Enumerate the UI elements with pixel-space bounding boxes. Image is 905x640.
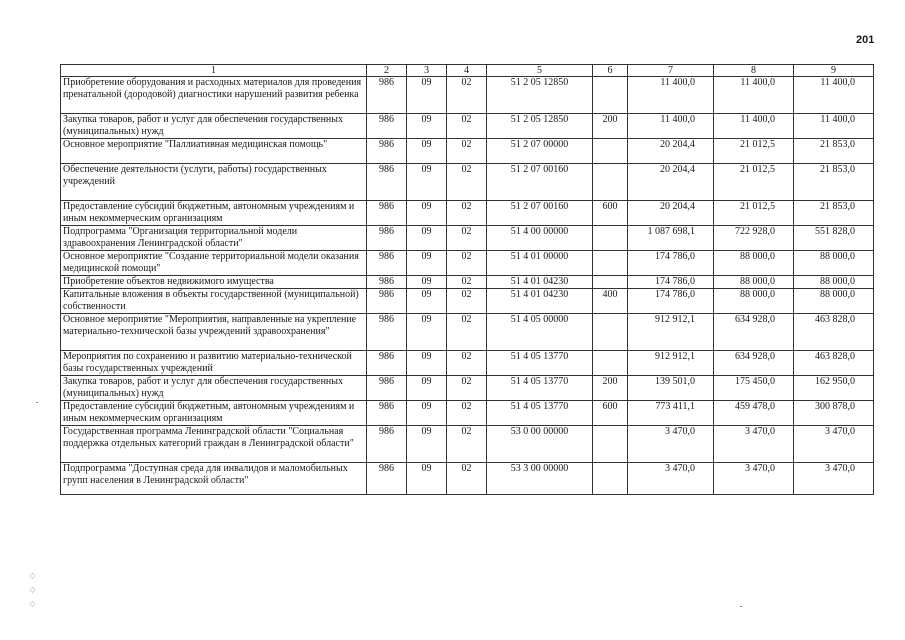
row-value-cell: 11 400,0 xyxy=(794,114,874,139)
table-row xyxy=(61,77,874,114)
row-value-cell: 02 xyxy=(447,351,487,376)
row-name-cell: Государственная программа Ленинградской области "Социальная поддержка отдельных категорий граждан в Ленинградской области" xyxy=(61,426,367,463)
row-name-cell: Основное мероприятие "Создание территориальной модели оказания медицинской помощи" xyxy=(61,251,367,276)
row-value-cell: 634 928,0 xyxy=(714,351,794,376)
row-value-cell xyxy=(593,426,628,463)
table-row xyxy=(61,251,874,276)
row-value-cell: 51 4 05 13770 xyxy=(487,351,593,376)
row-value-cell: 11 400,0 xyxy=(628,77,714,114)
row-value-cell: 300 878,0 xyxy=(794,401,874,426)
row-value-cell xyxy=(593,251,628,276)
row-value-cell: 459 478,0 xyxy=(714,401,794,426)
header-cell: 2 xyxy=(367,65,407,77)
row-value-cell: 09 xyxy=(407,201,447,226)
scan-speck xyxy=(740,606,742,607)
row-value-cell: 20 204,4 xyxy=(628,164,714,201)
row-value-cell: 3 470,0 xyxy=(714,463,794,495)
row-value-cell: 88 000,0 xyxy=(714,276,794,289)
row-value-cell: 3 470,0 xyxy=(628,426,714,463)
header-cell: 1 xyxy=(61,65,367,77)
header-cell: 5 xyxy=(487,65,593,77)
row-value-cell: 88 000,0 xyxy=(794,251,874,276)
row-value-cell: 51 4 01 04230 xyxy=(487,289,593,314)
row-value-cell: 09 xyxy=(407,351,447,376)
row-value-cell: 174 786,0 xyxy=(628,276,714,289)
table-row xyxy=(61,376,874,401)
row-value-cell: 09 xyxy=(407,426,447,463)
row-value-cell: 09 xyxy=(407,139,447,164)
scan-margin-mark: ◌ xyxy=(30,571,35,580)
row-value-cell: 51 2 07 00160 xyxy=(487,164,593,201)
row-value-cell: 600 xyxy=(593,401,628,426)
row-value-cell: 02 xyxy=(447,376,487,401)
row-value-cell: 21 012,5 xyxy=(714,164,794,201)
row-value-cell: 02 xyxy=(447,426,487,463)
row-value-cell: 986 xyxy=(367,77,407,114)
row-value-cell: 773 411,1 xyxy=(628,401,714,426)
row-value-cell: 09 xyxy=(407,226,447,251)
row-value-cell: 175 450,0 xyxy=(714,376,794,401)
header-cell: 3 xyxy=(407,65,447,77)
row-value-cell: 463 828,0 xyxy=(794,314,874,351)
row-value-cell: 986 xyxy=(367,164,407,201)
row-value-cell: 53 3 00 00000 xyxy=(487,463,593,495)
row-value-cell: 51 2 05 12850 xyxy=(487,114,593,139)
row-value-cell: 09 xyxy=(407,314,447,351)
row-value-cell: 139 501,0 xyxy=(628,376,714,401)
row-value-cell: 986 xyxy=(367,314,407,351)
row-value-cell: 986 xyxy=(367,201,407,226)
header-cell: 8 xyxy=(714,65,794,77)
row-value-cell: 51 4 00 00000 xyxy=(487,226,593,251)
row-value-cell xyxy=(593,164,628,201)
row-value-cell: 21 012,5 xyxy=(714,201,794,226)
row-name-cell: Закупка товаров, работ и услуг для обеспечения государственных (муниципальных) нужд xyxy=(61,376,367,401)
row-name-cell: Закупка товаров, работ и услуг для обеспечения государственных (муниципальных) нужд xyxy=(61,114,367,139)
row-value-cell: 53 0 00 00000 xyxy=(487,426,593,463)
row-value-cell: 02 xyxy=(447,401,487,426)
row-value-cell: 09 xyxy=(407,401,447,426)
row-value-cell: 21 853,0 xyxy=(794,139,874,164)
row-value-cell: 162 950,0 xyxy=(794,376,874,401)
row-value-cell xyxy=(593,77,628,114)
row-name-cell: Предоставление субсидий бюджетным, автономным учреждениям и иным некоммерческим организациям xyxy=(61,201,367,226)
row-value-cell: 02 xyxy=(447,77,487,114)
row-name-cell: Обеспечение деятельности (услуги, работы) государственных учреждений xyxy=(61,164,367,201)
row-value-cell xyxy=(593,463,628,495)
row-name-cell: Предоставление субсидий бюджетным, автономным учреждениям и иным некоммерческим организациям xyxy=(61,401,367,426)
table-row xyxy=(61,463,874,495)
row-value-cell: 02 xyxy=(447,276,487,289)
row-value-cell: 88 000,0 xyxy=(714,289,794,314)
budget-table xyxy=(60,64,874,495)
row-name-cell: Приобретение оборудования и расходных материалов для проведения пренатальной (дородовой) диагностики нарушений развития ребенка xyxy=(61,77,367,114)
row-value-cell: 3 470,0 xyxy=(714,426,794,463)
row-value-cell: 09 xyxy=(407,164,447,201)
row-name-cell: Капитальные вложения в объекты государственной (муниципальной) собственности xyxy=(61,289,367,314)
column-number-row xyxy=(61,65,874,77)
row-name-cell: Основное мероприятие "Мероприятия, направленные на укрепление материально-технической базы учреждений здравоохранения" xyxy=(61,314,367,351)
row-value-cell: 11 400,0 xyxy=(714,77,794,114)
row-value-cell: 174 786,0 xyxy=(628,251,714,276)
row-value-cell: 200 xyxy=(593,114,628,139)
table-row xyxy=(61,351,874,376)
row-value-cell: 21 853,0 xyxy=(794,164,874,201)
row-value-cell: 11 400,0 xyxy=(628,114,714,139)
row-value-cell: 200 xyxy=(593,376,628,401)
page-number: 201 xyxy=(856,34,875,46)
row-value-cell: 02 xyxy=(447,164,487,201)
row-value-cell: 51 2 07 00160 xyxy=(487,201,593,226)
row-value-cell: 20 204,4 xyxy=(628,139,714,164)
table-row xyxy=(61,276,874,289)
row-value-cell: 51 4 01 04230 xyxy=(487,276,593,289)
row-value-cell: 912 912,1 xyxy=(628,314,714,351)
row-value-cell: 09 xyxy=(407,77,447,114)
table-row xyxy=(61,426,874,463)
table-row xyxy=(61,401,874,426)
row-value-cell: 02 xyxy=(447,114,487,139)
scan-margin-mark: ◌ xyxy=(30,585,35,594)
row-value-cell: 986 xyxy=(367,463,407,495)
row-value-cell: 986 xyxy=(367,226,407,251)
row-value-cell: 09 xyxy=(407,276,447,289)
row-value-cell: 09 xyxy=(407,251,447,276)
row-value-cell: 20 204,4 xyxy=(628,201,714,226)
row-value-cell: 3 470,0 xyxy=(794,426,874,463)
row-name-cell: Приобретение объектов недвижимого имущества xyxy=(61,276,367,289)
row-value-cell: 986 xyxy=(367,351,407,376)
row-value-cell: 400 xyxy=(593,289,628,314)
scan-speck xyxy=(36,402,38,403)
row-value-cell: 986 xyxy=(367,376,407,401)
table-row xyxy=(61,314,874,351)
row-name-cell: Подпрограмма "Организация территориальной модели здравоохранения Ленинградской области" xyxy=(61,226,367,251)
row-value-cell: 600 xyxy=(593,201,628,226)
row-value-cell: 21 853,0 xyxy=(794,201,874,226)
table-row xyxy=(61,226,874,251)
row-value-cell: 02 xyxy=(447,314,487,351)
row-value-cell xyxy=(593,314,628,351)
row-value-cell: 09 xyxy=(407,289,447,314)
table-row xyxy=(61,164,874,201)
row-value-cell: 09 xyxy=(407,376,447,401)
row-value-cell: 11 400,0 xyxy=(714,114,794,139)
header-cell: 7 xyxy=(628,65,714,77)
row-name-cell: Подпрограмма "Доступная среда для инвалидов и маломобильных групп населения в Ленинградской области" xyxy=(61,463,367,495)
row-value-cell: 51 4 05 00000 xyxy=(487,314,593,351)
row-value-cell: 51 2 05 12850 xyxy=(487,77,593,114)
header-cell: 9 xyxy=(794,65,874,77)
row-value-cell: 02 xyxy=(447,463,487,495)
row-value-cell: 986 xyxy=(367,114,407,139)
row-value-cell: 02 xyxy=(447,139,487,164)
table-row xyxy=(61,114,874,139)
table-row xyxy=(61,289,874,314)
row-value-cell: 634 928,0 xyxy=(714,314,794,351)
row-value-cell: 51 4 05 13770 xyxy=(487,401,593,426)
row-value-cell: 02 xyxy=(447,251,487,276)
row-value-cell: 986 xyxy=(367,289,407,314)
row-value-cell: 21 012,5 xyxy=(714,139,794,164)
row-value-cell: 09 xyxy=(407,463,447,495)
row-value-cell: 3 470,0 xyxy=(628,463,714,495)
scan-margin-mark: ◌ xyxy=(30,599,35,608)
table-row xyxy=(61,139,874,164)
row-value-cell: 986 xyxy=(367,426,407,463)
row-value-cell: 02 xyxy=(447,226,487,251)
row-value-cell: 1 087 698,1 xyxy=(628,226,714,251)
row-value-cell: 463 828,0 xyxy=(794,351,874,376)
row-value-cell xyxy=(593,139,628,164)
row-value-cell xyxy=(593,351,628,376)
row-value-cell: 88 000,0 xyxy=(714,251,794,276)
row-value-cell: 02 xyxy=(447,201,487,226)
header-cell: 6 xyxy=(593,65,628,77)
row-value-cell: 09 xyxy=(407,114,447,139)
row-value-cell: 51 4 05 13770 xyxy=(487,376,593,401)
row-value-cell: 88 000,0 xyxy=(794,276,874,289)
row-value-cell: 551 828,0 xyxy=(794,226,874,251)
row-value-cell: 88 000,0 xyxy=(794,289,874,314)
row-name-cell: Основное мероприятие "Паллиативная медицинская помощь" xyxy=(61,139,367,164)
row-value-cell xyxy=(593,226,628,251)
header-cell: 4 xyxy=(447,65,487,77)
row-value-cell: 986 xyxy=(367,139,407,164)
row-value-cell: 02 xyxy=(447,289,487,314)
row-value-cell: 912 912,1 xyxy=(628,351,714,376)
row-name-cell: Мероприятия по сохранению и развитию материально-технической базы государственных учреждений xyxy=(61,351,367,376)
row-value-cell: 11 400,0 xyxy=(794,77,874,114)
row-value-cell: 174 786,0 xyxy=(628,289,714,314)
table-row xyxy=(61,201,874,226)
row-value-cell xyxy=(593,276,628,289)
row-value-cell: 51 4 01 00000 xyxy=(487,251,593,276)
row-value-cell: 51 2 07 00000 xyxy=(487,139,593,164)
row-value-cell: 986 xyxy=(367,251,407,276)
row-value-cell: 3 470,0 xyxy=(794,463,874,495)
row-value-cell: 722 928,0 xyxy=(714,226,794,251)
row-value-cell: 986 xyxy=(367,276,407,289)
row-value-cell: 986 xyxy=(367,401,407,426)
